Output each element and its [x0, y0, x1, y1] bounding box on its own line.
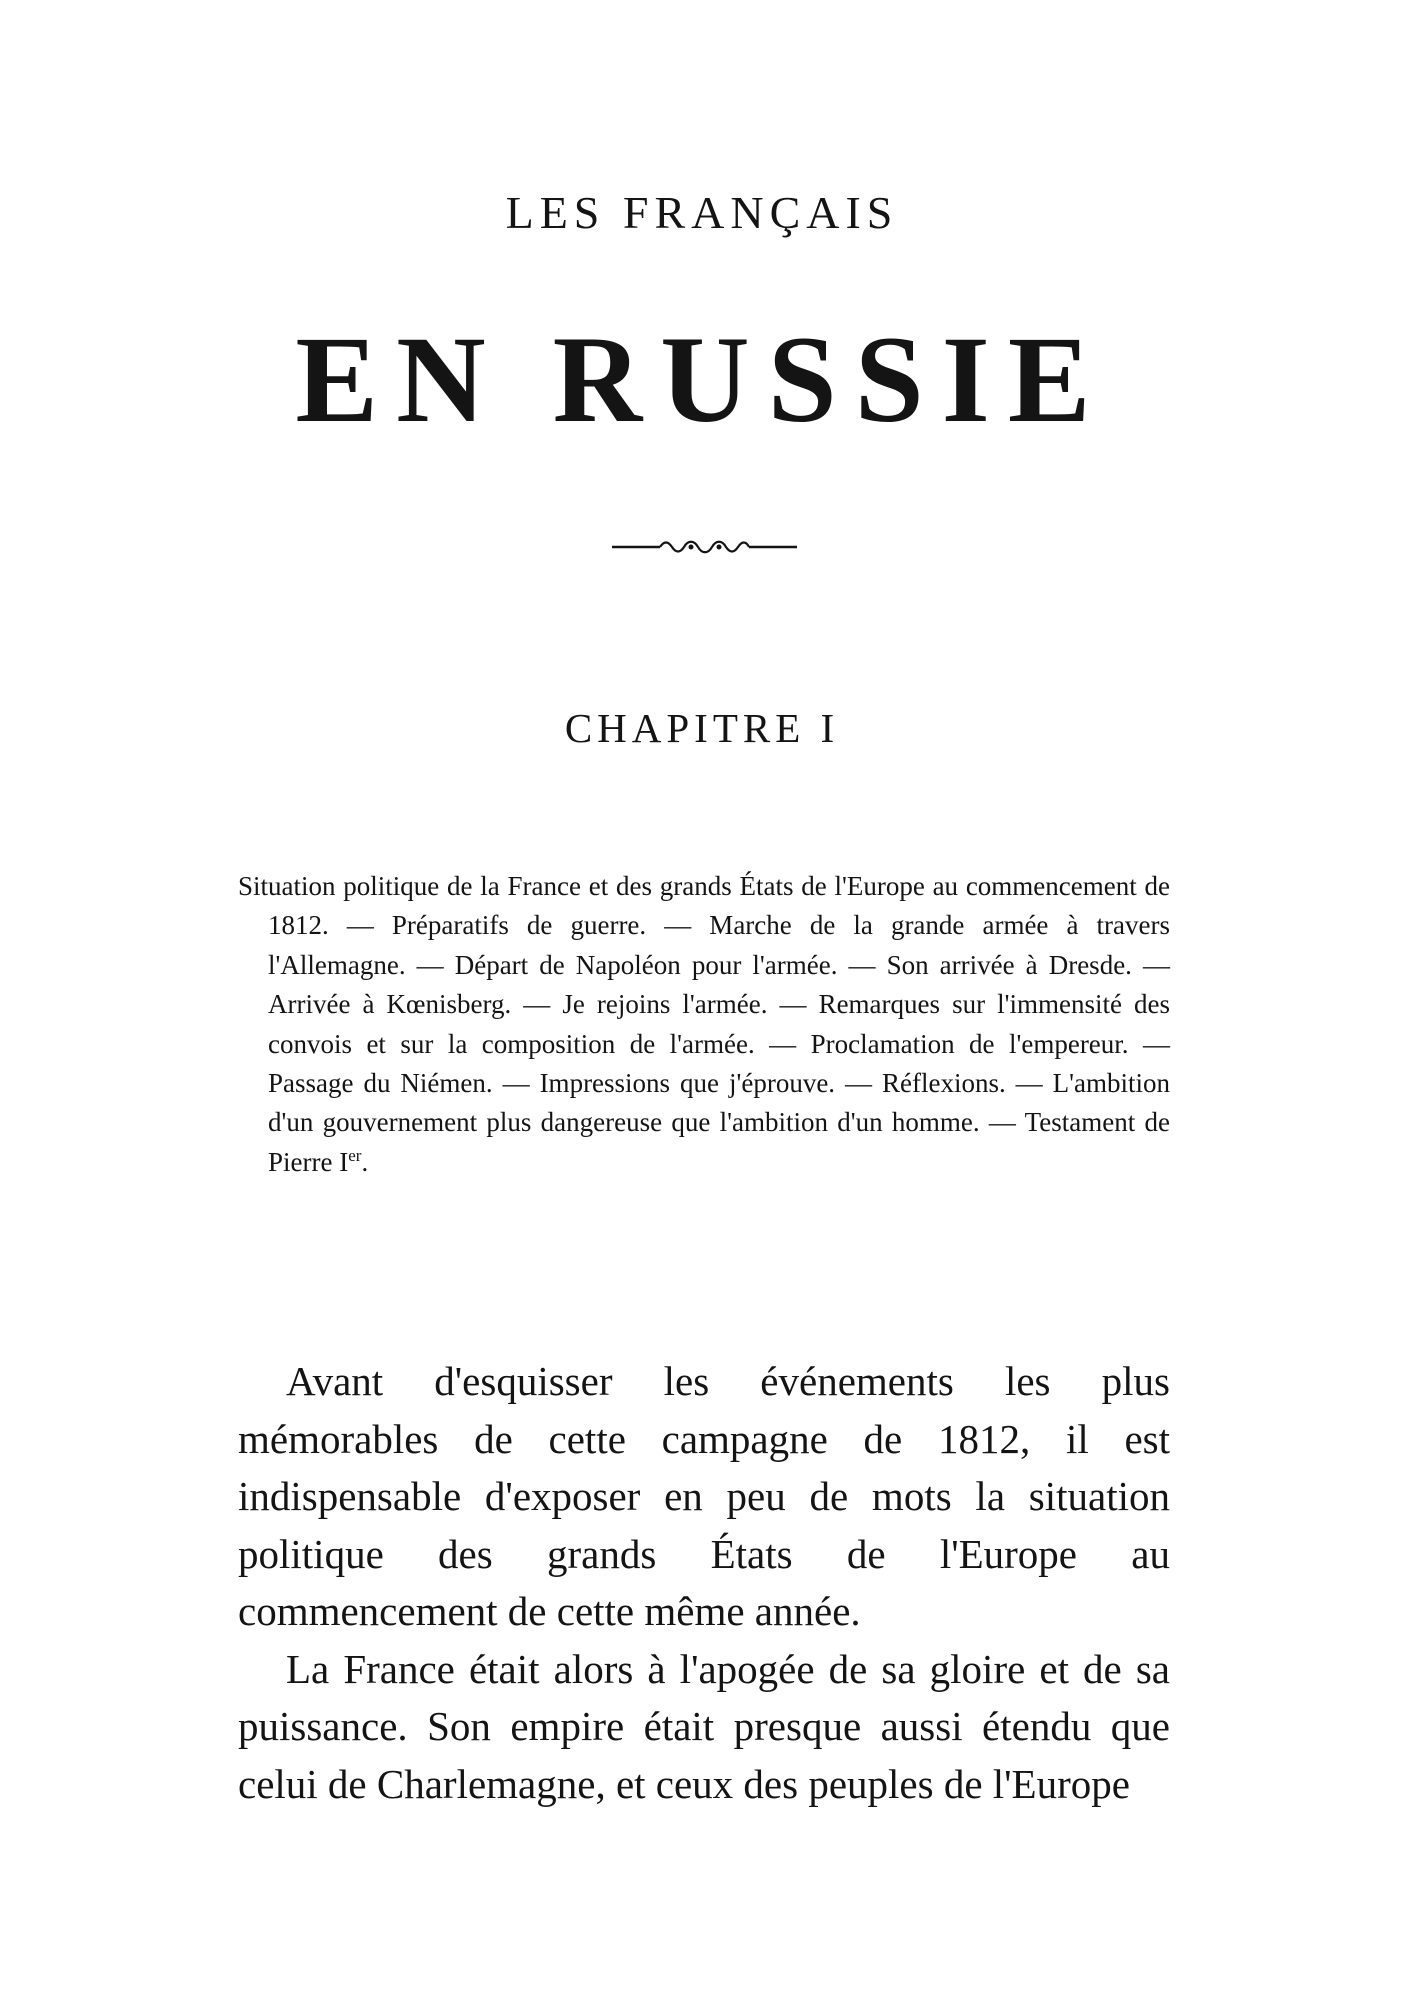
body-text	[238, 1353, 1170, 1813]
body-paragraph: La France était alors à l'apogée de sa gloire et de sa puissance. Son empire était presque aussi étendu que celui de Charlemagne, et ceux des peuples de l'Europe	[238, 1645, 1170, 1807]
decorative-rule-icon	[612, 535, 797, 559]
chapter-summary	[238, 867, 1170, 1182]
chapter-summary-superscript: er	[348, 1145, 362, 1165]
chapter-heading: CHAPITRE I	[564, 705, 840, 751]
body-paragraph: Avant d'esquisser les événements les plus mémorables de cette campagne de 1812, il est indispensable d'exposer en peu de mots la situation politique des grands États de l'Europe au commencement de cette même année.	[238, 1358, 1170, 1634]
book-title-main: EN RUSSIE	[295, 311, 1109, 448]
book-title-top: LES FRANÇAIS	[505, 187, 899, 238]
chapter-summary-text: Situation politique de la France et des grands États de l'Europe au commencement de 1812. — Préparatifs de guerre. — Marche de la grande armée à travers l'Allemagne. — Départ de Napoléon pour l'armée. — Son arrivée à Dresde. — Arrivée à Kœnisberg. — Je rejoins l'armée. — Remarques sur l'immensité des convois et sur la composition de l'armée. — Proclamation de l'empereur. — Passage du Niémen. — Impressions que j'éprouve. — Réflexions. — L'ambition d'un gouvernement plus dangereuse que l'ambition d'un homme. — Testament de Pierre I	[238, 871, 1170, 1177]
chapter-summary-end: .	[361, 1146, 369, 1177]
